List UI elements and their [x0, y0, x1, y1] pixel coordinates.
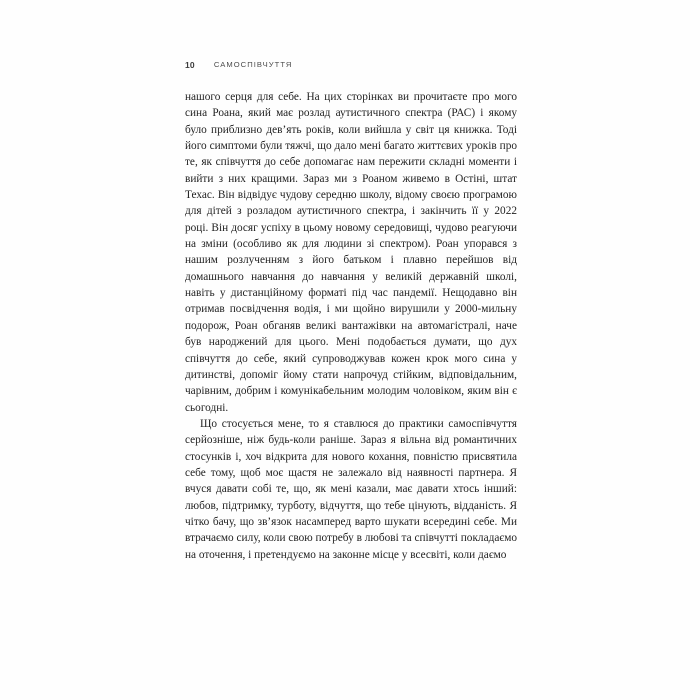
- running-head-title: САМОСПІВЧУТТЯ: [213, 60, 293, 70]
- page-number: 10: [185, 59, 195, 70]
- paragraph: Що стосується мене, то я ставлюся до практики самоспівчуття серйозніше, ніж будь-коли раніше. Зараз я вільна від романтичних стосунків і, хоч відкрита для нового кохання, повністю присвятила себе тому, щоб моє щастя не залежало від наявності партнера. Я вчуся давати собі те, що, як мені казали, має давати хтось інший: любов, підтримку, турботу, відчуття, що тебе цінують, відданість. Я чітко бачу, що зв’язок насамперед варто шукати всередині себе. Ми втрачаємо силу, коли свою потребу в любові та співчутті покладаємо на оточення, і претендуємо на законне місце у всесвіті, коли даємо: [185, 417, 517, 561]
- running-head: [185, 57, 517, 73]
- paragraph: нашого серця для себе. На цих сторінках ви прочитаєте про мого сина Роана, який має розлад аутистичного спектра (РАС) і якому було приблизно дев’ять років, коли вийшла у світ ця книжка. Тоді його симптоми були тяжчі, що дало мені багато життєвих уроків про те, як співчуття до себе допомагає нам пережити складні моменти і вийти з них кращими. Зараз ми з Роаном живемо в Остіні, штат Техас. Він відвідує чудову середню школу, відому своєю програмою для дітей з розладом аутистичного спектра, і закінчить її у 2022 році. Він досяг успіху в цьому новому середовищі, чудово реагуючи на зміни (особливо як для людини зі спектром). Роан упорався з нашим розлученням з його батьком і плавно перейшов від домашнього навчання до навчання у великій державній школі, навіть у дистанційному форматі під час пандемії. Нещодавно він отримав посвідчення водія, і ми щойно вирушили у 2000-мильну подорож, Роан обганяв великі вантажівки на автомагістралі, наче був народжений для цього. Мені подобається думати, що дух співчуття до себе, який супроводжував кожен крок мого сина у дитинстві, допоміг йому стати напрочуд стійким, відповідальним, чарівним, добрим і комунікабельним молодим чоловіком, яким він є сьогодні.: [185, 91, 517, 414]
- body-text-block: [185, 89, 517, 563]
